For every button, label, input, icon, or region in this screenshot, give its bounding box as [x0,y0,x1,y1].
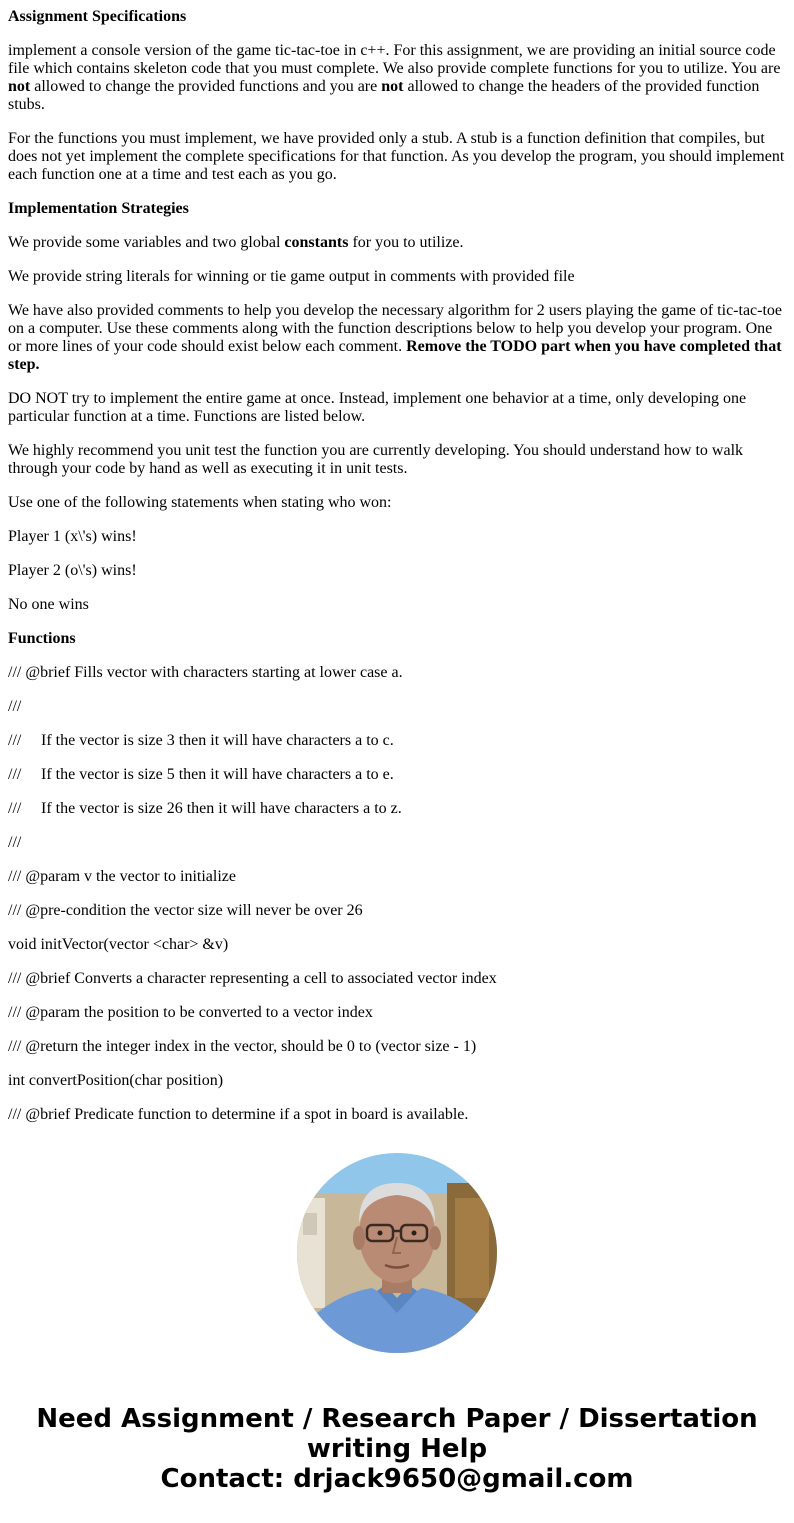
function-signature: void initVector(vector <char> &v) [8,936,229,953]
code-comment-line: /// @param the position to be converted to a vector index [8,1004,373,1021]
comment-text: If the vector is size 3 then it will have characters a to c. [41,732,394,749]
strategies-heading: Implementation Strategies [8,200,189,217]
code-comment-line [8,732,786,750]
function-signature: int convertPosition(char position) [8,1072,224,1089]
code-comment-line [8,800,786,818]
strategies-p1-a: We provide some variables and two global [8,234,285,251]
comment-prefix: /// [8,800,22,817]
strategies-paragraph-5: We highly recommend you unit test the function you are currently developing. You should understand how to walk through your code by hand as well as executing it in unit tests. [8,442,744,477]
comment-text: If the vector is size 26 then it will have characters a to z. [41,800,402,817]
comment-text: If the vector is size 5 then it will have characters a to e. [41,766,394,783]
strategies-paragraph-3 [8,302,786,374]
code-comment-line: /// @param v the vector to initialize [8,868,236,885]
person-photo-icon [297,1153,497,1353]
strategies-paragraph-4: DO NOT try to implement the entire game at once. Instead, implement one behavior at a time, only developing one particular function at a time. Functions are listed below. [8,390,747,425]
comment-prefix: /// [8,732,22,749]
promo-contact: Contact: drjack9650@gmail.com [160,1464,634,1494]
assignment-document [8,8,786,1140]
code-comment-line: /// @brief Converts a character representing a cell to associated vector index [8,970,497,987]
win-statement-player-2: Player 2 (o\'s) wins! [8,562,137,579]
code-comment-line: /// [8,698,22,715]
strategies-constants: constants [284,234,349,251]
strategies-p3-a: We have also provided comments to help you develop the necessary algorithm for 2 users playing the game of tic-tac-toe on a computer. Use these comments along with the function descriptions below to help you develop your program. One or more lines of your code should exist below each comment. [8,302,783,355]
comment-prefix: /// [8,766,22,783]
strategies-p1-b: for you to utilize. [348,234,464,251]
strategies-paragraph-2: We provide string literals for winning or tie game output in comments with provided file [8,268,575,285]
code-comment-line [8,766,786,784]
intro-paragraph-1 [8,42,786,114]
code-comment-line: /// @brief Fills vector with characters starting at lower case a. [8,664,403,681]
promo-banner [0,1404,794,1494]
promo-line-2: writing Help [306,1434,488,1464]
tie-statement: No one wins [8,596,89,613]
intro-not-2: not [381,78,404,95]
intro-not-1: not [8,78,31,95]
code-comment-line: /// @brief Predicate function to determine if a spot in board is available. [8,1106,469,1123]
intro-text-b: allowed to change the provided functions and you are [30,78,382,95]
author-avatar [297,1153,497,1353]
functions-heading: Functions [8,630,76,647]
code-comment-line: /// @return the integer index in the vector, should be 0 to (vector size - 1) [8,1038,477,1055]
intro-text-a: implement a console version of the game tic-tac-toe in c++. For this assignment, we are providing an initial source code file which contains skeleton code that you must complete. We also provide complete functions for you to utilize. You are [8,42,781,77]
strategies-todo-note: Remove the TODO part when you have completed that step. [8,338,782,373]
code-comment-line: /// [8,834,22,851]
strategies-paragraph-6: Use one of the following statements when stating who won: [8,494,392,511]
code-comment-line: /// @pre-condition the vector size will never be over 26 [8,902,363,919]
win-statement-player-1: Player 1 (x\'s) wins! [8,528,137,545]
intro-text-c: allowed to change the headers of the provided function stubs. [8,78,760,113]
promo-line-1: Need Assignment / Research Paper / Dissertation [36,1404,758,1434]
page-title: Assignment Specifications [8,8,187,25]
strategies-paragraph-1 [8,234,786,252]
intro-paragraph-2: For the functions you must implement, we have provided only a stub. A stub is a function definition that compiles, but does not yet implement the complete specifications for that function. As you develop the program, you should implement each function one at a time and test each as you go. [8,130,785,183]
